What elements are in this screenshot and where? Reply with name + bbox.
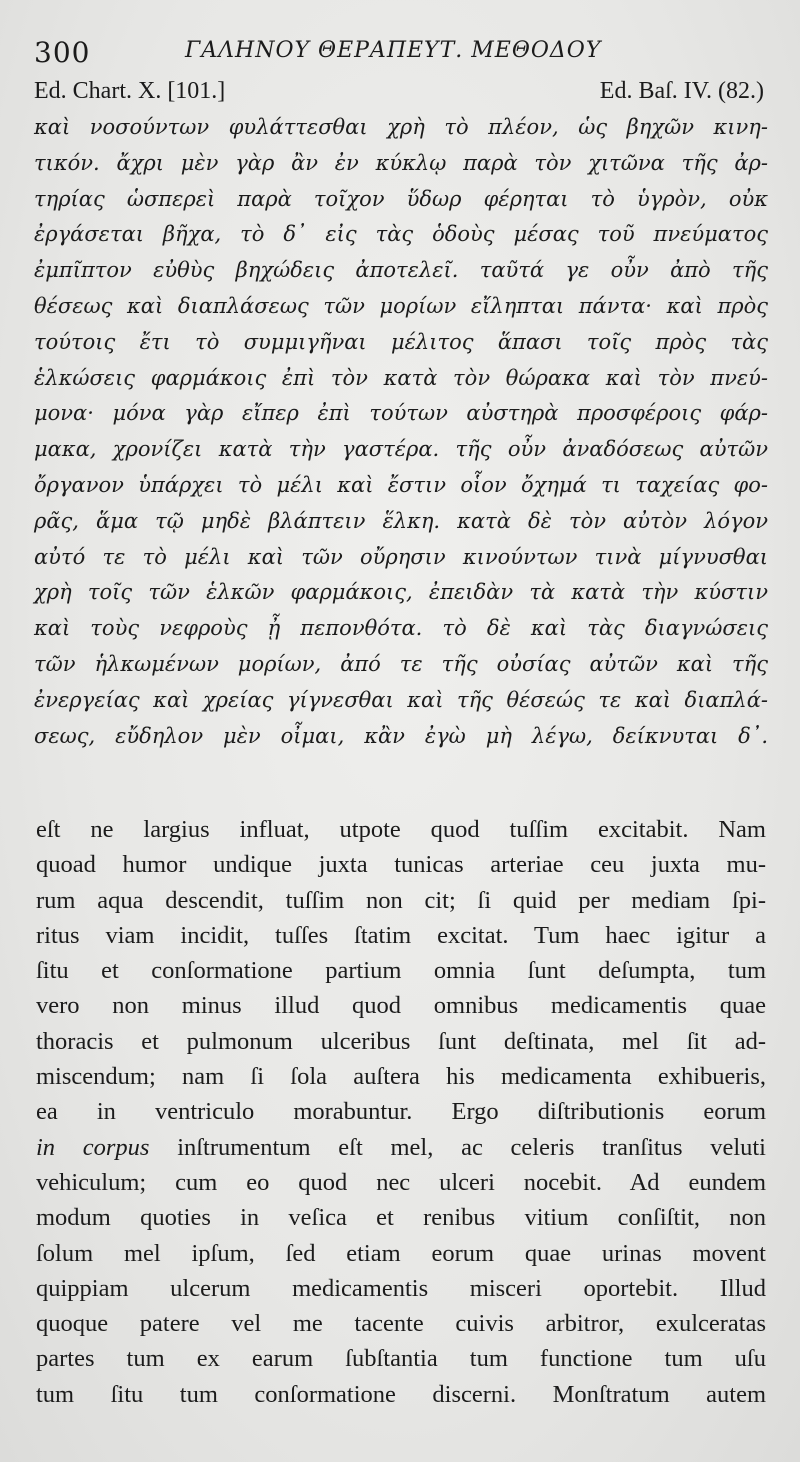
latin-text-line: quoad humor undique juxta tunicas arteriae ceu juxta mu- [36,851,766,879]
latin-text-line: vero non minus illud quod omnibus medicamentis quae [36,992,766,1020]
latin-text-line: tum ſitu tum conſormatione discerni. Monſtratum autem [36,1380,766,1408]
greek-text-line: καὶ τοὺς νεφροὺς ᾖ πεπονθότα. τὸ δὲ καὶ τὰς διαγνώσεις [34,616,768,641]
greek-text-line: μονα· μόνα γὰρ εἴπερ ἐπὶ τούτων αὐστηρὰ προσφέροις φάρ- [34,401,768,426]
latin-text-line: quoque patere vel me tacente cuivis arbitror, exulceratas [36,1310,766,1338]
greek-text-line: ὄργανον ὑπάρχει τὸ μέλι καὶ ἔστιν οἷον ὄχημά τι ταχείας φο- [34,472,768,497]
latin-text-line: ea in ventriculo morabuntur. Ergo diſtributionis eorum [36,1098,766,1126]
greek-text-line: σεως, εὔδηλον μὲν οἶμαι, κἂν ἐγὼ μὴ λέγω, δείκνυται δ᾽. [34,723,768,748]
greek-text-line: αὐτό τε τὸ μέλι καὶ τῶν οὔρησιν κινούντων τινὰ μίγνυσθαι [34,544,768,569]
edition-reference-line [34,78,764,108]
latin-text-line: ſolum mel ipſum, ſed etiam eorum quae urinas movent [36,1239,766,1267]
latin-text-line: ſitu et conſormatione partium omnia ſunt deſumpta, tum [36,957,766,985]
edition-reference-left: Ed. Chart. X. [101.] [34,78,226,104]
running-title: ΓΑΛΗΝΟΥ ΘΕΡΑΠΕΥΤ. ΜΕΘΟΔΟΥ [185,38,602,63]
latin-text-line: in corpus inſtrumentum eſt mel, ac celeris tranſitus veluti [36,1133,766,1161]
greek-text-line: ἐμπῖπτον εὐθὺς βηχώδεις ἀποτελεῖ. ταῦτά γε οὖν ἀπὸ τῆς [34,258,768,283]
latin-text-line: miscendum; nam ſi ſola auſtera his medicamenta exhibueris, [36,1063,766,1091]
greek-text-block [34,110,768,754]
latin-text-line: modum quoties in veſica et renibus vitium conſiſtit, non [36,1204,766,1232]
greek-text-line: ρᾶς, ἅμα τῷ μηδὲ βλάπτειν ἕλκη. κατὰ δὲ τὸν αὐτὸν λόγον [34,508,768,533]
latin-text-line: vehiculum; cum eo quod nec ulceri nocebit. Ad eundem [36,1168,766,1196]
greek-text-line: μακα, χρονίζει κατὰ τὴν γαστέρα. τῆς οὖν ἀναδόσεως αὐτῶν [34,437,768,462]
greek-text-line: ἐργάσεται βῆχα, τὸ δ᾽ εἰς τὰς ὁδοὺς μέσας τοῦ πνεύματος [34,222,768,247]
latin-text-line: thoracis et pulmonum ulceribus ſunt deſtinata, mel ſit ad- [36,1027,766,1055]
latin-text-line: ritus viam incidit, tuſſes ſtatim excitat. Tum haec igitur a [36,921,766,949]
italic-phrase: in corpus [36,1133,150,1161]
greek-text-line: θέσεως καὶ διαπλάσεως τῶν μορίων εἴληπται πάντα· καὶ πρὸς [34,293,768,318]
greek-text-line: ἐνεργείας καὶ χρείας γίγνεσθαι καὶ τῆς θέσεώς τε καὶ διαπλά- [34,687,768,712]
greek-text-line: ἑλκώσεις φαρμάκοις ἐπὶ τὸν κατὰ τὸν θώρακα καὶ τὸν πνεύ- [34,365,768,390]
latin-text-line: eſt ne largius influat, utpote quod tuſſim excitabit. Nam [36,816,766,843]
greek-text-line: χρὴ τοῖς τῶν ἑλκῶν φαρμάκοις, ἐπειδὰν τὰ κατὰ τὴν κύστιν [34,580,768,605]
edition-reference-right: Ed. Baſ. IV. (82.) [599,78,764,104]
greek-text-line: τικόν. ἄχρι μὲν γὰρ ἂν ἐν κύκλῳ παρὰ τὸν χιτῶνα τῆς ἀρ- [34,150,768,175]
greek-text-line: καὶ νοσούντων φυλάττεσθαι χρὴ τὸ πλέον, ὡς βηχῶν κινη- [34,115,768,139]
running-head [30,28,770,68]
greek-text-line: τούτοις ἔτι τὸ συμμιγῆναι μέλιτος ἅπασι τοῖς πρὸς τὰς [34,329,768,354]
latin-text-block [36,812,766,1412]
greek-text-line: τῶν ἡλκωμένων μορίων, ἀπό τε τῆς οὐσίας αὐτῶν καὶ τῆς [34,651,768,676]
latin-text-line: quippiam ulcerum medicamentis misceri oportebit. Illud [36,1274,766,1302]
latin-text-line: rum aqua descendit, tuſſim non cit; ſi quid per mediam ſpi- [36,886,766,914]
greek-text-line: τηρίας ὡσπερεὶ παρὰ τοῖχον ὕδωρ φέρηται τὸ ὑγρὸν, οὐκ [34,186,768,211]
latin-text-line: partes tum ex earum ſubſtantia tum functione tum uſu [36,1345,766,1373]
page-number: 300 [34,36,91,69]
